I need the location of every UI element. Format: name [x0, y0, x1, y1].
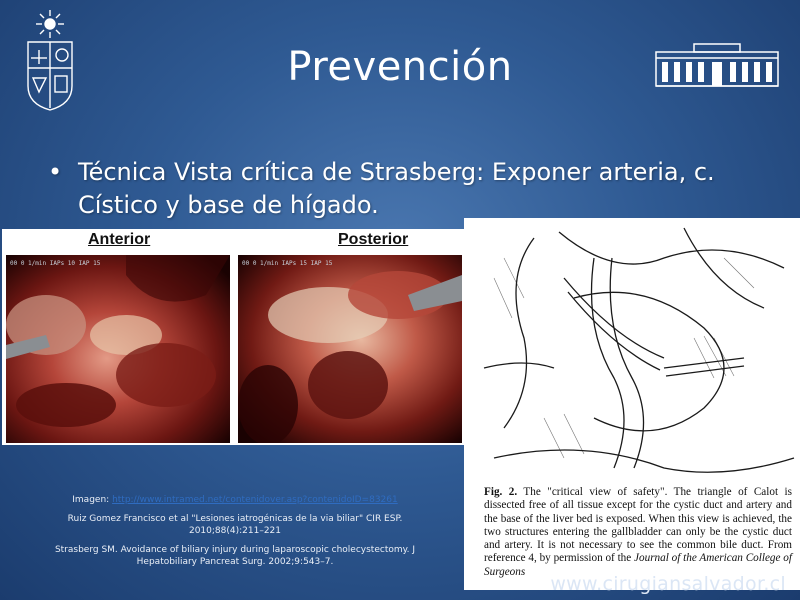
anterior-osd-text: 00 0 1/min IAPs 10 IAP 15	[10, 260, 101, 267]
bullet-point	[48, 156, 768, 222]
bullet-marker: •	[48, 158, 63, 186]
bullet-text: Técnica Vista crítica de Strasberg: Exponer arteria, c. Cístico y base de hígado.	[78, 158, 715, 219]
anterior-label: Anterior	[88, 231, 151, 248]
caption-body: The "critical view of safety". The triangle of Calot is dissected free of all tissue except for the cystic duct and artery and the base of the liver bed is exposed. When this view is achieved, the two structures entering the gallbladder can only be the cystic duct and artery. It is not necessary to see the common bile duct. From reference 4, by permission of the	[484, 486, 792, 565]
image-source	[40, 494, 430, 507]
posterior-label: Posterior	[338, 231, 409, 248]
critical-view-illustration	[464, 218, 800, 482]
posterior-view-image	[238, 255, 462, 443]
reference-ruiz-gomez: Ruiz Gomez Francisco et al "Lesiones iatrogénicas de la via biliar" CIR ESP. 2010;88(4):211–221	[67, 513, 403, 536]
slide-title: Prevención	[287, 44, 513, 90]
critical-view-figure	[464, 218, 800, 590]
anterior-view-image	[6, 255, 230, 443]
posterior-osd-text: 00 0 1/min IAPs 15 IAP 15	[242, 260, 333, 267]
image-source-prefix: Imagen:	[72, 495, 113, 505]
reference-strasberg: Strasberg SM. Avoidance of biliary injury during laparoscopic cholecystectomy. J Hepatobiliary Pancreat Surg. 2002;9:543–7.	[54, 544, 416, 567]
image-source-link[interactable]: http://www.intramed.net/contenidover.asp?contenidoID=83261	[112, 495, 398, 505]
references	[40, 494, 430, 575]
footer-website: www.cirugiansalvador.cl	[550, 573, 786, 595]
laparoscopic-photos	[2, 229, 464, 445]
caption-journal: Journal of the American College of Surgeons	[484, 552, 792, 578]
caption-label: Fig. 2.	[484, 486, 518, 498]
figure-caption	[484, 486, 792, 579]
